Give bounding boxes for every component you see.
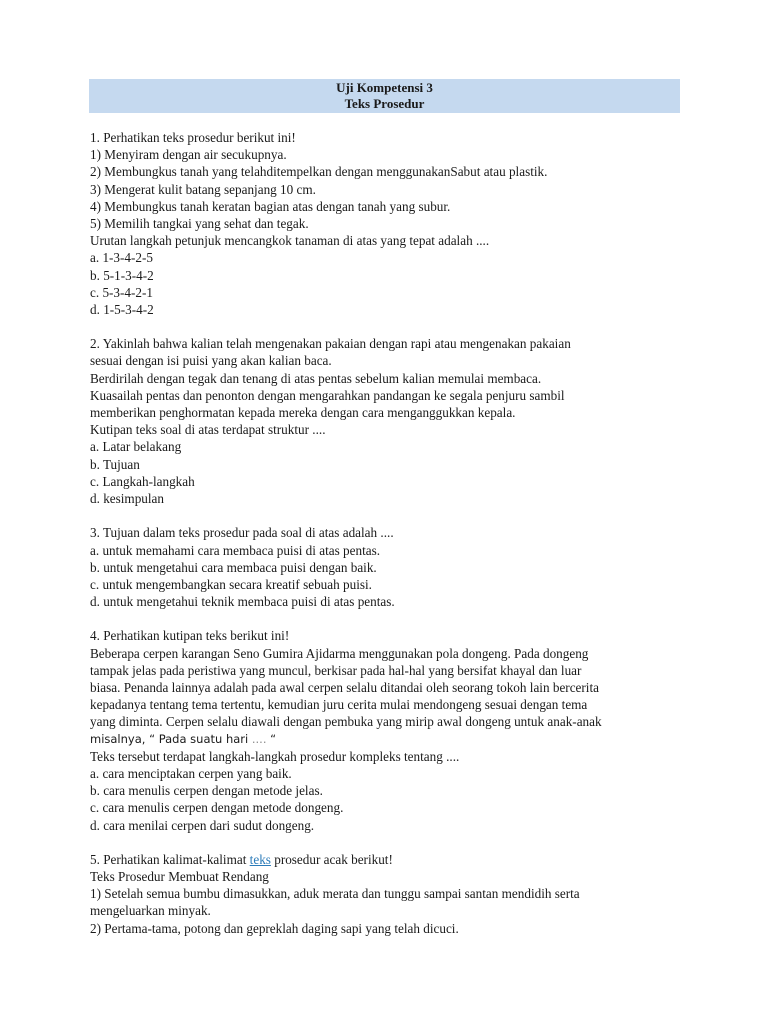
question-text: sesuai dengan isi puisi yang akan kalian baca. <box>90 353 332 369</box>
step-item: 4) Membungkus tanah keratan bagian atas dengan tanah yang subur. <box>90 198 451 214</box>
procedure-line: mengeluarkan minyak. <box>90 903 211 919</box>
passage-line: tampak jelas pada peristiwa yang muncul, berkisar pada hal-hal yang bersifat khayal dan luar <box>90 662 582 678</box>
question-prompt: Teks tersebut terdapat langkah-langkah prosedur kompleks tentang .... <box>90 748 460 764</box>
answer-option: c. cara menulis cerpen dengan metode dongeng. <box>90 800 344 816</box>
answer-option: b. 5-1-3-4-2 <box>90 267 154 283</box>
procedure-line: 1) Setelah semua bumbu dimasukkan, aduk merata dan tunggu sampai santan mendidih serta <box>90 886 580 902</box>
spacer <box>90 507 680 524</box>
passage-example-line <box>90 731 680 748</box>
question-text: 1. Perhatikan teks prosedur berikut ini! <box>90 130 296 145</box>
procedure-title: Teks Prosedur Membuat Rendang <box>90 869 269 885</box>
example-prefix: misalnya, “ Pada suatu hari <box>90 731 252 746</box>
question-text-after: prosedur acak berikut! <box>270 851 393 867</box>
answer-option: d. 1-5-3-4-2 <box>90 301 154 317</box>
spacer <box>90 610 680 627</box>
step-item: 3) Mengerat kulit batang sepanjang 10 cm. <box>90 181 316 197</box>
answer-option: a. Latar belakang <box>90 439 182 455</box>
question-text: 2. Yakinlah bahwa kalian telah mengenakan pakaian dengan rapi atau mengenakan pakaian <box>90 336 571 352</box>
answer-option: c. 5-3-4-2-1 <box>90 284 153 300</box>
title-banner <box>89 79 680 113</box>
question-1 <box>90 129 680 318</box>
answer-option: d. untuk mengetahui teknik membaca puisi di atas pentas. <box>90 594 395 610</box>
answer-option: b. cara menulis cerpen dengan metode jelas. <box>90 783 323 799</box>
question-3 <box>90 524 680 610</box>
question-text: Berdirilah dengan tegak dan tenang di atas pentas sebelum kalian memulai membaca. <box>90 370 542 386</box>
question-2 <box>90 335 680 507</box>
title-line-2: Teks Prosedur <box>344 95 425 111</box>
passage-line: yang diminta. Cerpen selalu diawali dengan pembuka yang mirip awal dongeng untuk anak-anak <box>90 714 602 730</box>
question-list <box>90 129 680 937</box>
answer-option: b. untuk mengetahui cara membaca puisi dengan baik. <box>90 559 377 575</box>
title-line-1: Uji Kompetensi 3 <box>336 80 433 95</box>
answer-option: c. Langkah-langkah <box>90 473 195 489</box>
question-5 <box>90 851 680 937</box>
question-text <box>90 851 680 868</box>
question-4 <box>90 627 680 833</box>
procedure-line: 2) Pertama-tama, potong dan gepreklah daging sapi yang telah dicuci. <box>90 920 459 936</box>
answer-option: a. untuk memahami cara membaca puisi di atas pentas. <box>90 542 381 558</box>
spacer <box>90 318 680 335</box>
answer-option: d. cara menilai cerpen dari sudut dongeng. <box>90 817 315 833</box>
answer-option: a. cara menciptakan cerpen yang baik. <box>90 765 292 781</box>
teks-link[interactable]: teks <box>249 851 271 867</box>
example-ellipsis: .... <box>251 731 267 746</box>
question-text: 4. Perhatikan kutipan teks berikut ini! <box>90 628 290 644</box>
question-text-before: 5. Perhatikan kalimat-kalimat <box>90 851 250 867</box>
spacer <box>90 834 680 851</box>
step-item: 5) Memilih tangkai yang sehat dan tegak. <box>90 215 309 231</box>
answer-option: a. 1-3-4-2-5 <box>90 250 153 266</box>
step-item: 2) Membungkus tanah yang telahditempelkan dengan menggunakanSabut atau plastik. <box>90 164 548 180</box>
question-text: memberikan penghormatan kepada mereka dengan cara menganggukkan kepala. <box>90 405 516 420</box>
step-item: 1) Menyiram dengan air secukupnya. <box>90 147 287 163</box>
question-prompt: Kutipan teks soal di atas terdapat struktur .... <box>90 422 326 438</box>
answer-option: b. Tujuan <box>90 456 140 472</box>
question-text: Kuasailah pentas dan penonton dengan mengarahkan pandangan ke segala penjuru sambil <box>90 387 565 403</box>
question-prompt: Urutan langkah petunjuk mencangkok tanaman di atas yang tepat adalah .... <box>90 233 490 249</box>
answer-option: d. kesimpulan <box>90 490 164 506</box>
passage-line: kepadanya tentang tema tertentu, kemudian juru cerita mulai mendongeng sesuai dengan tema <box>90 697 588 713</box>
passage-line: biasa. Penanda lainnya adalah pada awal cerpen selalu ditandai oleh seorang tokoh lain bercerita <box>90 680 599 695</box>
question-text: 3. Tujuan dalam teks prosedur pada soal di atas adalah .... <box>90 525 394 541</box>
passage-line: Beberapa cerpen karangan Seno Gumira Ajidarma menggunakan pola dongeng. Pada dongeng <box>90 645 589 661</box>
example-suffix: “ <box>266 731 277 746</box>
answer-option: c. untuk mengembangkan secara kreatif sebuah puisi. <box>90 576 372 592</box>
